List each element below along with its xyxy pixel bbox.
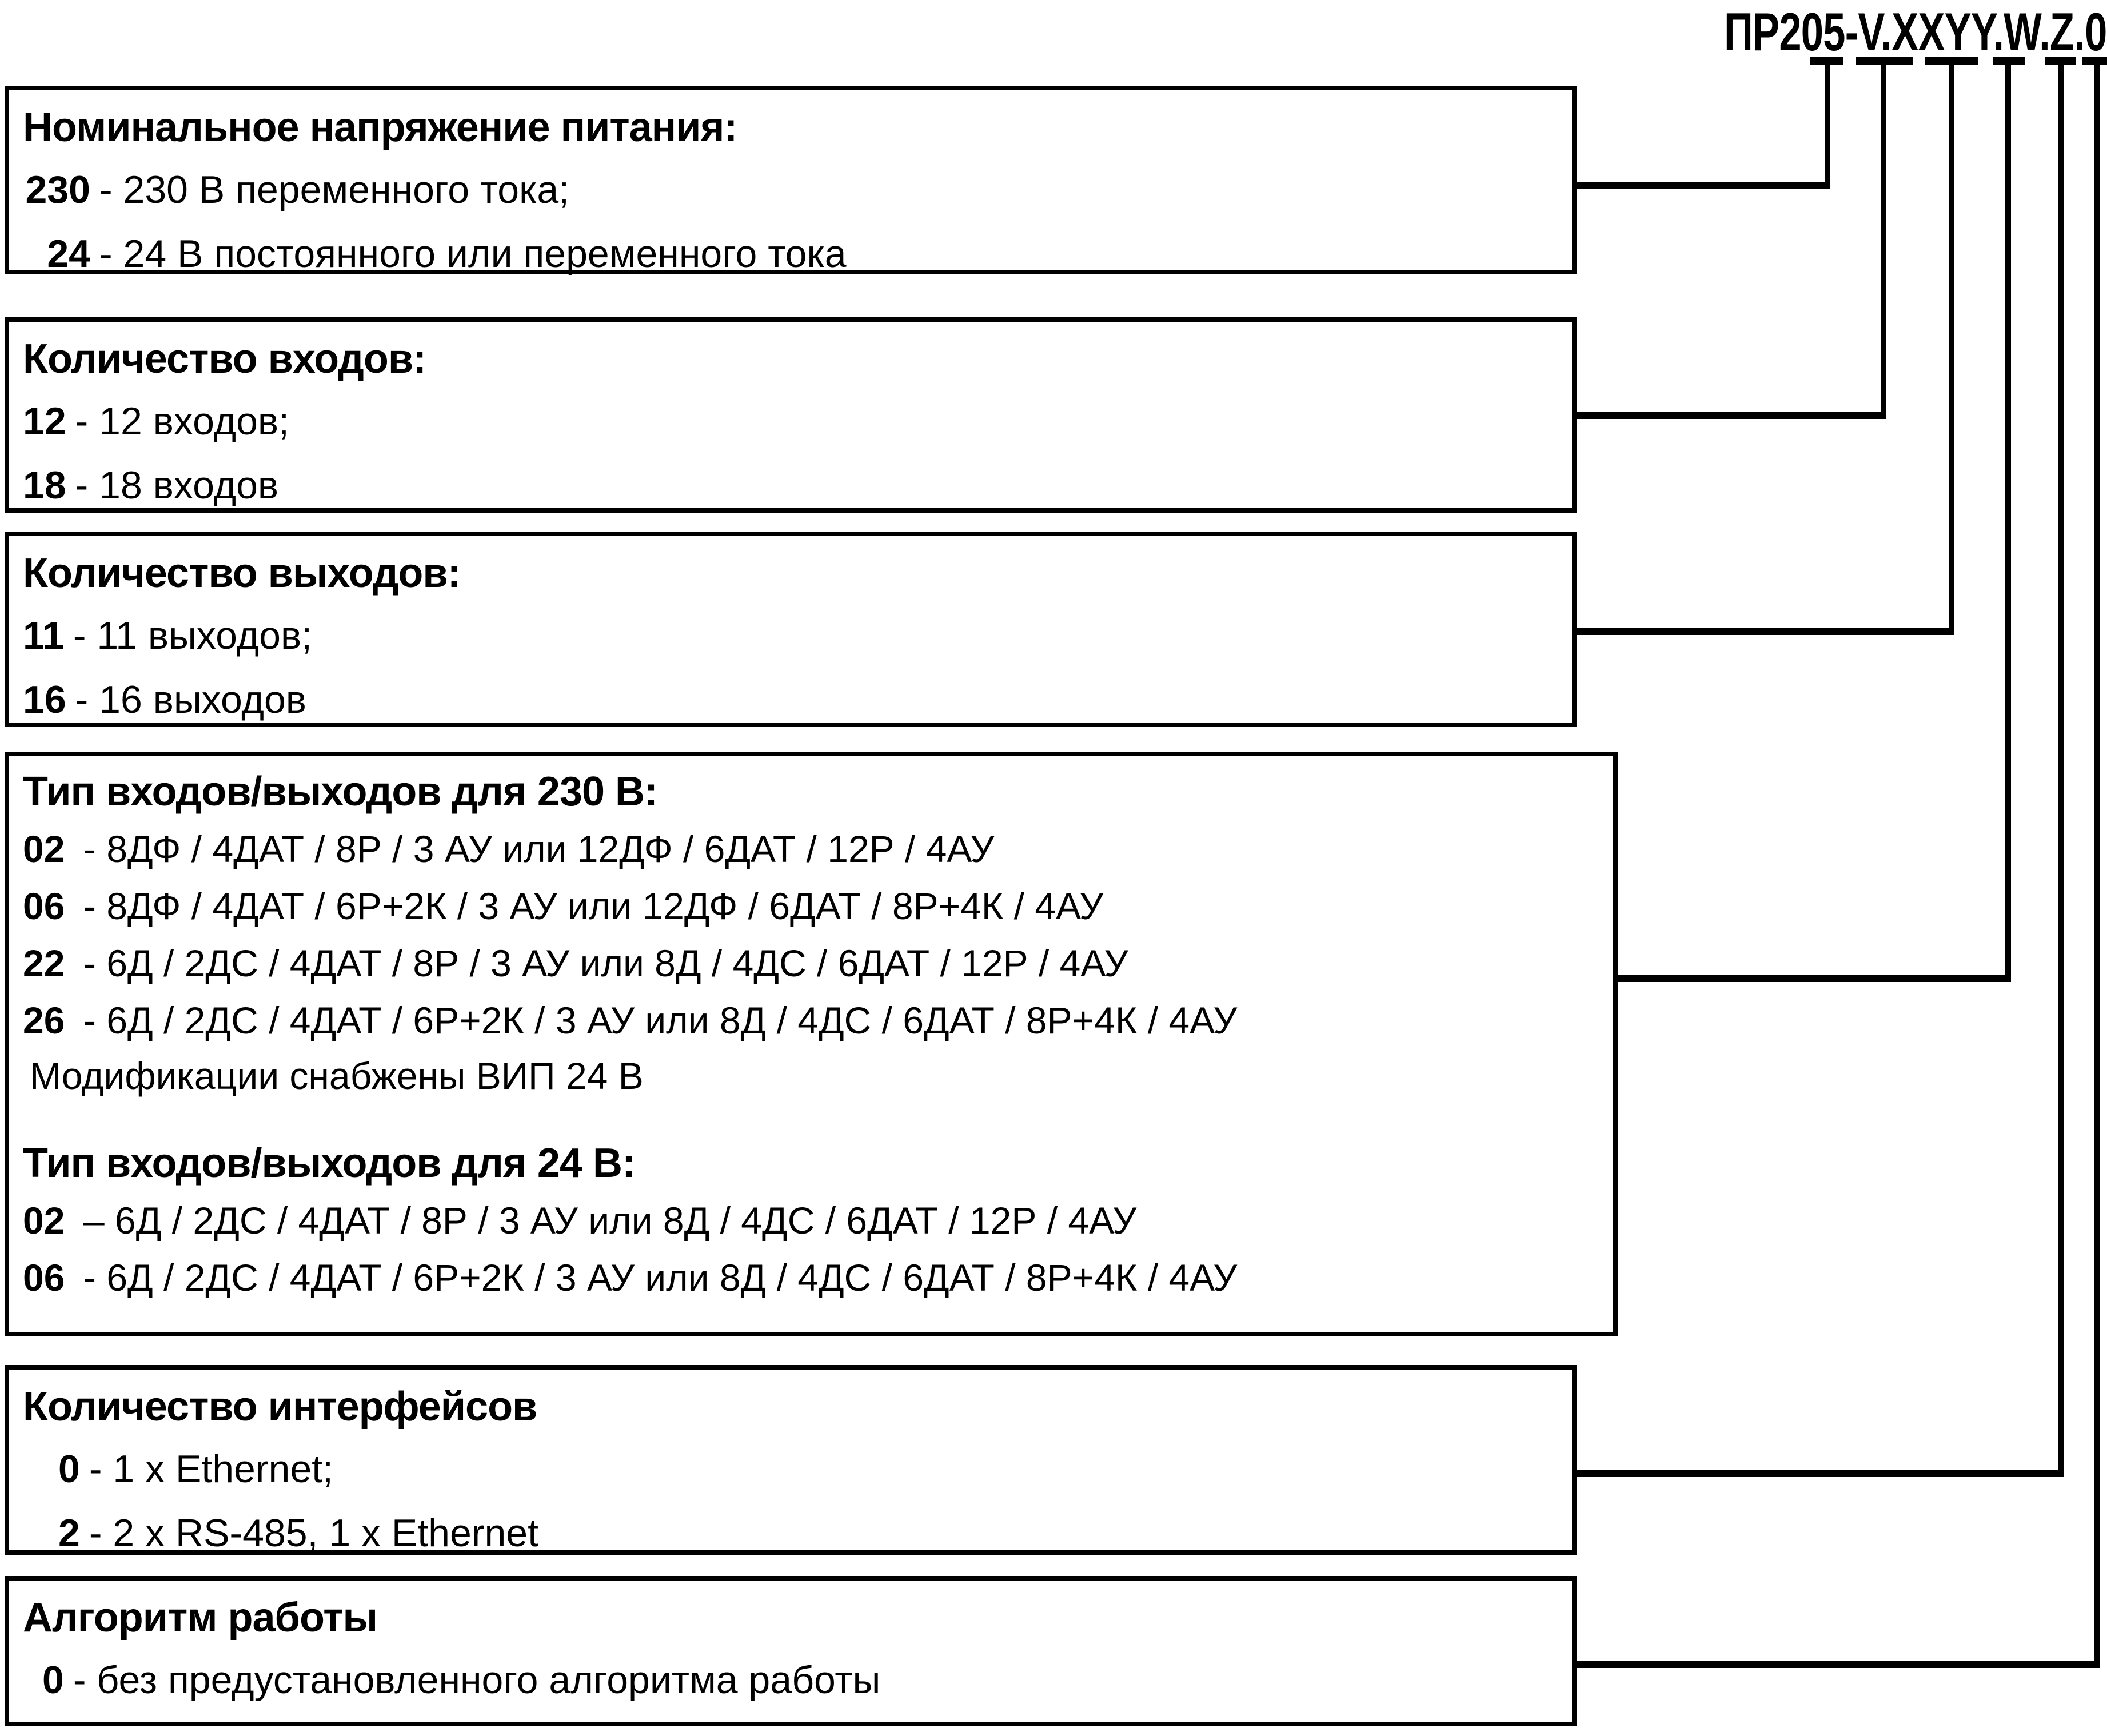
io-type-230-code-26: 26 [23,999,65,1041]
interfaces-option-2 [23,1501,1558,1565]
io-type-box [5,752,1618,1336]
voltage-box-title: Номинальное напряжение питания: [23,105,737,150]
inputs-box [5,317,1577,513]
interfaces-box-title: Количество интерфейсов [23,1384,537,1430]
outputs-box [5,532,1577,727]
connector-inputs [1573,61,1913,416]
io-type-24-desc-06: - 6Д / 2ДС / 4ДАТ / 6Р+2К / 3 АУ или 8Д / 4ДС / 6ДАТ / 8Р+4К / 4АУ [83,1256,1238,1299]
inputs-option-12 [23,389,1558,453]
outputs-option-16 [23,668,1558,732]
connector-io-type [1614,61,2025,979]
outputs-box-title: Количество выходов: [23,550,461,596]
io-type-230-code-02: 02 [23,828,65,870]
outputs-option-11 [23,604,1558,668]
voltage-option-230 [23,158,1558,222]
io-type-230-option-02 [23,820,1599,877]
algorithm-box [5,1576,1577,1726]
io-type-24-option-06 [23,1249,1599,1306]
inputs-desc-18: - 18 входов [75,464,279,507]
interfaces-code-2: 2 [58,1511,80,1555]
io-type-230-desc-22: - 6Д / 2ДС / 4ДАТ / 8Р / 3 АУ или 8Д / 4ДС / 6ДАТ / 12Р / 4АУ [83,942,1128,984]
voltage-desc-230: - 230 В переменного тока; [99,168,570,211]
io-type-230-option-06 [23,877,1599,935]
interfaces-box [5,1365,1577,1555]
io-type-230-option-26 [23,992,1599,1049]
io-type-230-title: Тип входов/выходов для 230 В: [23,769,658,815]
connector-algorithm [1573,61,2107,1665]
outputs-desc-16: - 16 выходов [75,678,306,721]
inputs-code-12: 12 [23,400,66,443]
interfaces-option-0 [23,1437,1558,1501]
io-type-230-code-06: 06 [23,885,65,927]
outputs-code-11: 11 [23,614,64,657]
algorithm-desc-0: - без предустановленного алгоритма работы [73,1658,881,1702]
product-code: ПР205-V.XXYY.W.Z.0 [1724,2,2107,62]
algorithm-code-0: 0 [42,1658,64,1702]
io-type-24-title: Тип входов/выходов для 24 В: [23,1140,635,1186]
voltage-box [5,86,1577,274]
voltage-code-230: 230 [25,168,90,211]
inputs-option-18 [23,453,1558,517]
io-type-230-code-22: 22 [23,942,65,984]
io-type-24-code-02: 02 [23,1199,65,1242]
io-type-230-desc-26: - 6Д / 2ДС / 4ДАТ / 6Р+2К / 3 АУ или 8Д / 4ДС / 6ДАТ / 8Р+4К / 4АУ [83,999,1238,1041]
connector-voltage [1573,61,1843,186]
io-type-section-gap [23,1103,1599,1135]
io-type-230-desc-02: - 8ДФ / 4ДАТ / 8Р / 3 АУ или 12ДФ / 6ДАТ / 12Р / 4АУ [83,828,995,870]
io-type-24-desc-02: – 6Д / 2ДС / 4ДАТ / 8Р / 3 АУ или 8Д / 4ДС / 6ДАТ / 12Р / 4АУ [83,1199,1137,1242]
voltage-code-24: 24 [47,232,90,276]
outputs-desc-11: - 11 выходов; [73,614,312,657]
io-type-230-option-22 [23,935,1599,992]
connector-outputs [1573,61,1978,632]
inputs-code-18: 18 [23,464,66,507]
connector-interfaces [1573,61,2076,1474]
interfaces-code-0: 0 [58,1447,80,1491]
interfaces-desc-0: - 1 x Ethernet; [89,1447,333,1491]
io-type-230-desc-06: - 8ДФ / 4ДАТ / 6Р+2К / 3 АУ или 12ДФ / 6ДАТ / 8Р+4К / 4АУ [83,885,1104,927]
interfaces-desc-2: - 2 x RS-485, 1 x Ethernet [89,1511,538,1555]
inputs-box-title: Количество входов: [23,336,426,382]
io-type-24-code-06: 06 [23,1256,65,1299]
outputs-code-16: 16 [23,678,66,721]
io-type-24-option-02 [23,1192,1599,1249]
io-type-230-note: Модификации снабжены ВИП 24 В [30,1055,644,1097]
inputs-desc-12: - 12 входов; [75,400,289,443]
algorithm-option-0 [23,1648,1558,1712]
voltage-desc-24: - 24 В постоянного или переменного тока [99,232,847,276]
voltage-option-24 [23,222,1558,286]
algorithm-box-title: Алгоритм работы [23,1595,377,1641]
